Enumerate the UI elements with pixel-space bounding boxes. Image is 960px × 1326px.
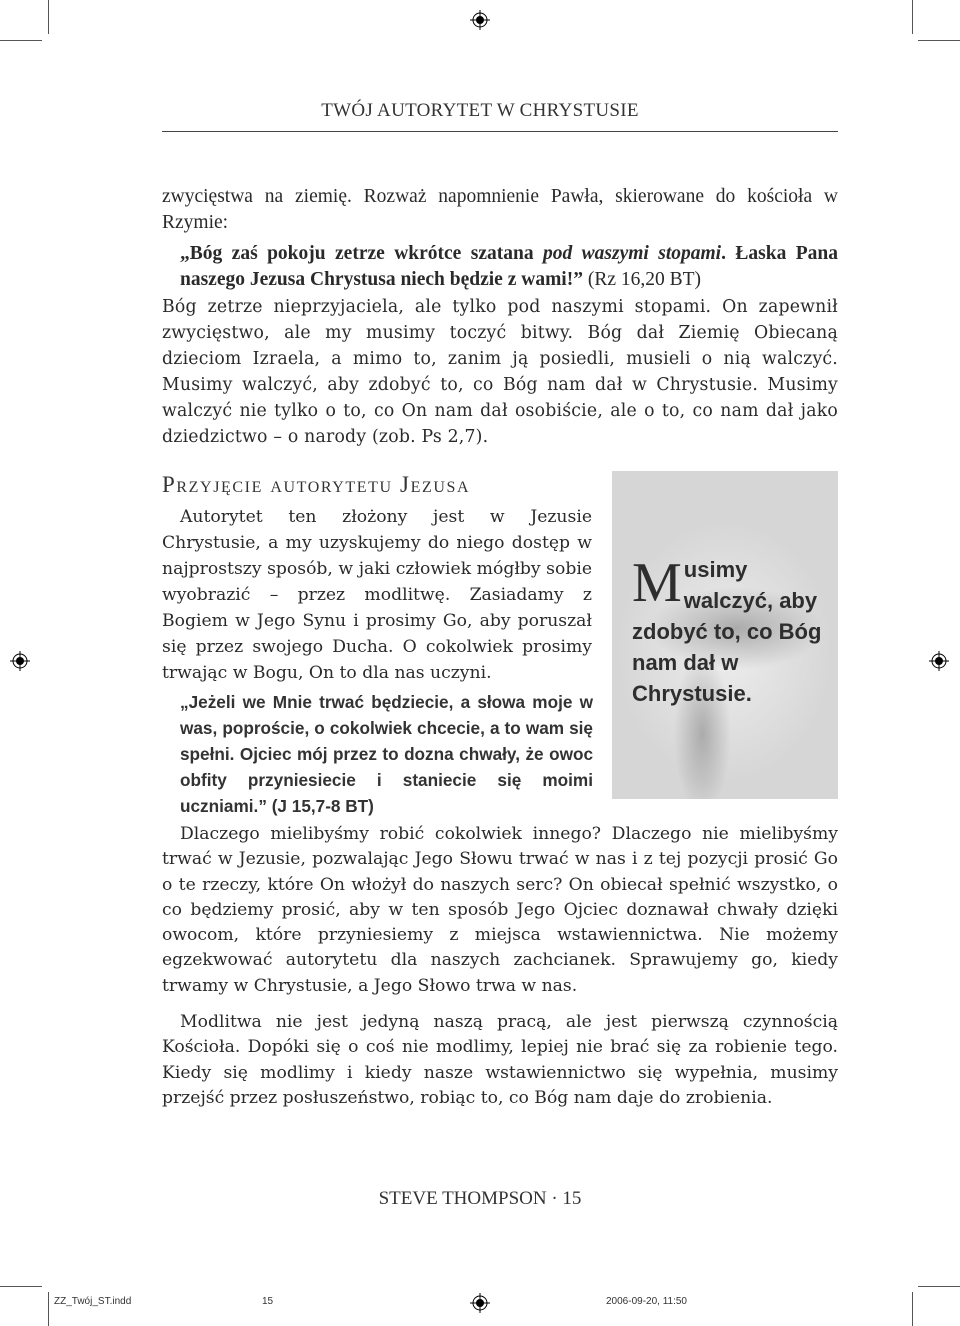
footer-author: STEVE THOMPSON (378, 1188, 547, 1209)
body-paragraph: Dlaczego mielibyśmy robić cokolwiek innego? Dlaczego nie mielibyśmy trwać w Jezusie, pozwalając Jego Słowu trwać w nas i z tej pozycji prosić Go o te rzeczy, które On włożył do naszych serc? On obiecał spełnić wszystko, o co będziemy prosić, aby w ten sposób Jego Ojciec doznawał chwały dzięki owocom, które przyniesiemy z miejsca wstawiennictwa. Nie możemy egzekwować autorytetu dla naszych zachcianek. Sprawujemy go, kiedy trwamy w Chrystusie, a Jego Słowo trwa w nas. (162, 824, 838, 996)
registration-mark-icon (470, 1293, 490, 1313)
body-paragraph: Modlitwa nie jest jedyną naszą pracą, ale jest pierwszą czynnością Kościoła. Dopóki się o coś nie modlimy, lepiej nie brać się za robienie tego. Kiedy się modlimy i kiedy nasze wstawiennictwo się wypełnia, musimy przejść przez posłuszeństwo, robiąc to, co Bóg nam daje do zrobienia. (162, 1012, 838, 1108)
running-head: TWÓJ AUTORYTET W CHRYSTUSIE (321, 100, 639, 121)
page-number: 15 (562, 1188, 582, 1209)
footer-separator: · (551, 1188, 558, 1209)
crop-mark (0, 40, 42, 41)
quote-text: „Bóg zaś pokoju zetrze wkrótce szatana (180, 243, 543, 264)
quote-emphasis: pod waszymi stopami (543, 243, 722, 264)
intro-paragraph: zwycięstwa na ziemię. Rozważ napomnienie Pawła, skierowane do kościoła w Rzymie: (162, 186, 838, 233)
crop-mark (48, 0, 49, 34)
quote-text: „Jeżeli we Mnie trwać będziecie, a słowa moje w was, poproście, o cokolwiek chcecie, a to wam się spełni. Ojciec mój przez to dozna chwały, że owoc obfity przyniesiecie i staniecie się moimi uczniami.” (180, 692, 593, 816)
pull-quote (632, 554, 832, 709)
drop-cap: M (632, 552, 682, 614)
crop-mark (912, 1292, 913, 1326)
quote-reference: (Rz 16,20 BT) (582, 269, 702, 290)
body-paragraph: Autorytet ten złożony jest w Jezusie Chrystusie, a my uzyskujemy do niego dostęp w najprostszy sposób, w jaki człowiek mógłby sobie wyobrazić – przez modlitwę. Zasiadamy z Bogiem w Jego Synu i prosimy Go, aby poruszał się przez swojego Ducha. O cokolwiek prosimy trwając w Bogu, On to dla nas uczyni. (162, 507, 592, 683)
registration-mark-icon (929, 651, 949, 671)
section-heading: Przyjęcie autorytetu Jezusa (162, 472, 471, 497)
slug-timestamp: 2006-09-20, 11:50 (606, 1296, 687, 1307)
pull-quote-text: usimy walczyć, aby zdobyć to, co Bóg nam dał w Chrystusie. (632, 557, 822, 706)
slug-page: 15 (262, 1296, 274, 1307)
header-rule (162, 131, 838, 132)
scripture-quote (180, 241, 838, 293)
registration-mark-icon (10, 651, 30, 671)
body-paragraph: Bóg zetrze nieprzyjaciela, ale tylko pod naszymi stopami. On zapewnił zwycięstwo, ale my musimy toczyć bitwy. Bóg dał Ziemię Obiecaną dzieciom Izraela, a mimo to, zanim ją posiedli, musieli o nią walczyć. Musimy walczyć, aby zdobyć to, co Bóg nam dał w Chrystusie. Musimy walczyć nie tylko o to, co On nam dał osobiście, ale o to, co nam dał jako dziedzictwo – o narody (zob. Ps 2,7). (162, 297, 838, 447)
crop-mark (912, 0, 913, 34)
crop-mark (918, 40, 960, 41)
crop-mark (0, 1286, 42, 1287)
crop-mark (918, 1286, 960, 1287)
page-footer (0, 1188, 960, 1210)
scripture-quote (180, 689, 593, 819)
quote-text: . Łaska Pana naszego Jezusa Chrystusa niech będzie z wami!” (180, 243, 838, 290)
crop-mark (48, 1292, 49, 1326)
slug-file: ZZ_Twój_ST.indd (54, 1296, 132, 1307)
quote-reference: (J 15,7-8 BT) (266, 796, 374, 816)
registration-mark-icon (470, 10, 490, 30)
